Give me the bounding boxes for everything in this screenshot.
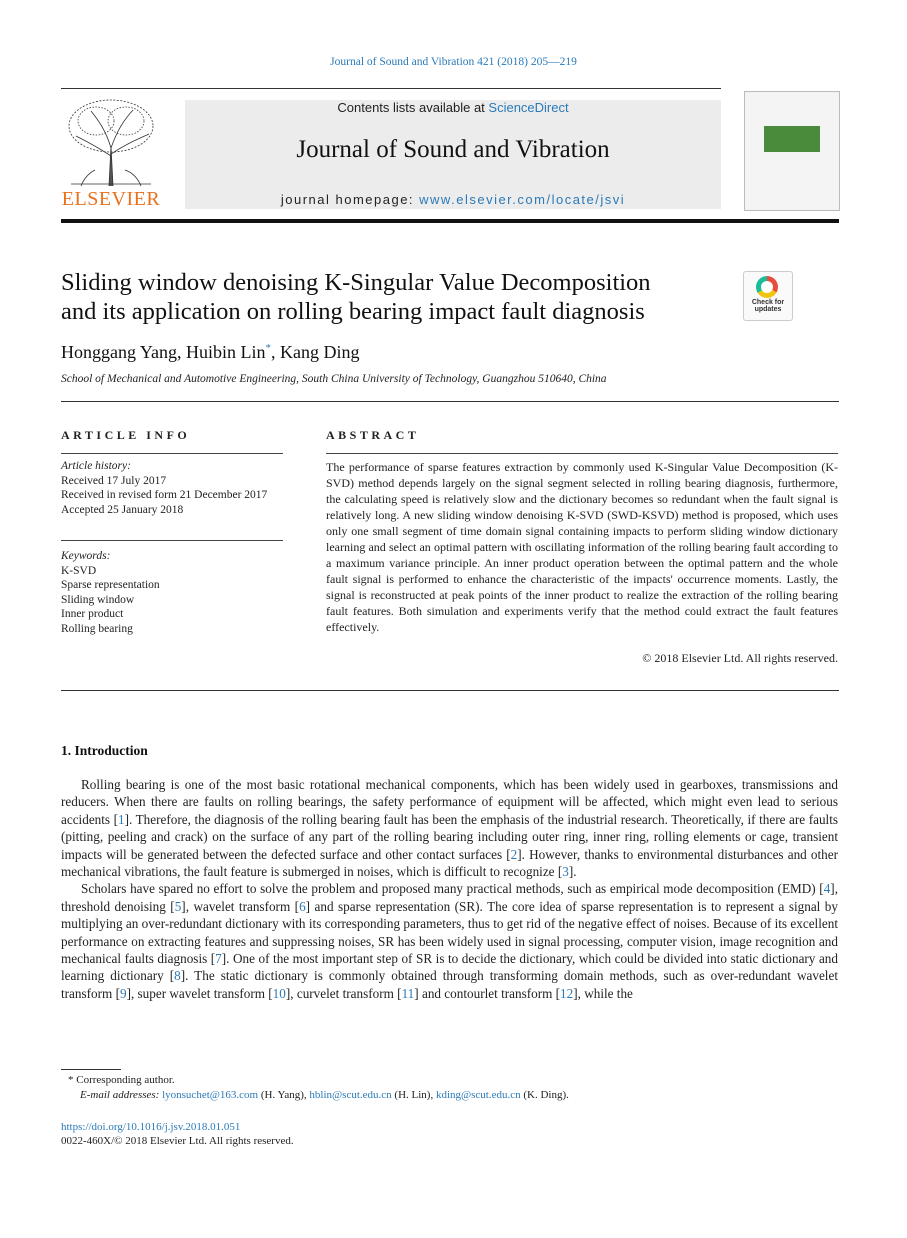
reference-link[interactable]: 1 bbox=[118, 811, 125, 827]
email-link[interactable]: hblin@scut.edu.cn bbox=[309, 1089, 392, 1101]
author-ding[interactable]: , Kang Ding bbox=[271, 342, 360, 362]
abstract-end-rule bbox=[61, 690, 839, 691]
title-rule bbox=[61, 401, 839, 402]
abstract-heading: ABSTRACT bbox=[326, 428, 420, 442]
paragraph: Scholars have spared no effort to solve the problem and proposed many practical methods, such as empirical mode decomposition (EMD) [4], threshold denoising [5], wavelet transform [6] and sparse representation (SR). The core idea of sparse representation is to represent a signal by multiplying an over-redundant dictionary with its corresponding parameters, thus to get rid of the negative effect of noises. Because of its excellent performance on extracting features and suppressing noises, SR has been widely used in signal processing, computer vision, image recognition and mechanical faults diagnosis [7]. One of the most important step of SR is to decide the dictionary, which could be divided into static dictionary and learning dictionary [8]. The static dictionary is commonly obtained through transforming domain methods, such as over-redundant wavelet transform [9], super wavelet transform [10], curvelet transform [11] and contourlet transform [12], while the bbox=[61, 881, 838, 1001]
author-list bbox=[61, 342, 360, 363]
reference-link[interactable]: 5 bbox=[174, 898, 182, 914]
keyword: Rolling bearing bbox=[61, 622, 133, 635]
reference-link[interactable]: 8 bbox=[174, 968, 181, 984]
introduction-body bbox=[61, 776, 838, 1002]
reference-link[interactable]: 3 bbox=[562, 864, 569, 880]
elsevier-logo[interactable] bbox=[61, 96, 161, 211]
author-lin[interactable]: Huibin Lin bbox=[186, 342, 266, 362]
journal-banner bbox=[185, 100, 721, 209]
abstract-text: The performance of sparse features extraction by commonly used K-Singular Value Decomposition (K-SVD) method depends largely on the signal segment selected in rolling bearing diagnosis, furthermore, the calculating speed is relatively slow and the dictionary becomes so redundant when the fault signal is relatively long. A new sliding window denoising K-SVD (SWD-KSVD) method is proposed, which uses only one small segment of time domain signal containing impacts to perform sliding window dictionary learning and select an optimal pattern with oscillating information of the rolling bearing fault according to a maximum variance principle. An inner product operation between the optimal pattern and the whole fault signal is performed to enhance the characteristic of the impacts' occurrence moments. Lastly, the signal is reconstructed at peak points of the inner product to realize the extraction of the rolling bearing fault features. Both simulation and experiments verify that the method could extract the fault features effectively. bbox=[326, 460, 838, 634]
tree-icon bbox=[61, 96, 161, 188]
elsevier-wordmark: ELSEVIER bbox=[61, 188, 161, 210]
reference-link[interactable]: 10 bbox=[272, 985, 286, 1001]
homepage-link[interactable]: www.elsevier.com/locate/jsvi bbox=[419, 192, 626, 207]
reference-link[interactable]: 7 bbox=[215, 951, 222, 967]
footnote-rule bbox=[61, 1069, 121, 1070]
revised-date: Received in revised form 21 December 2017 bbox=[61, 489, 268, 501]
article-title: Sliding window denoising K-Singular Value Decomposition and its application on rolling bearing impact fault diagnosis bbox=[61, 269, 651, 325]
doi-link[interactable]: https://doi.org/10.1016/j.jsv.2018.01.051 bbox=[61, 1121, 241, 1133]
keywords: Keywords: K-SVD Sparse representation Sliding window Inner product Rolling bearing bbox=[61, 550, 160, 635]
section-heading-introduction: 1. Introduction bbox=[61, 743, 148, 758]
reference-link[interactable]: 9 bbox=[119, 985, 127, 1001]
keyword: Sparse representation bbox=[61, 579, 160, 591]
corresponding-author-mark[interactable]: * bbox=[265, 342, 272, 354]
check-for-updates-badge[interactable] bbox=[743, 271, 793, 321]
reference-link[interactable]: 12 bbox=[560, 985, 574, 1001]
reference-link[interactable]: 4 bbox=[823, 881, 831, 897]
crossmark-icon bbox=[756, 276, 778, 298]
email-link[interactable]: kding@scut.edu.cn bbox=[435, 1089, 521, 1101]
keyword: Sliding window bbox=[61, 593, 135, 606]
abstract-copyright: © 2018 Elsevier Ltd. All rights reserved. bbox=[642, 651, 838, 665]
badge-label: Check for updates bbox=[751, 299, 785, 313]
author-yang[interactable]: Honggang Yang, bbox=[61, 342, 187, 362]
paragraph: Rolling bearing is one of the most basic rotational mechanical components, which has been widely used in gearboxes, transmissions and reducers. When there are faults on rolling bearings, the safety performance of equipment will be affected, which might even lead to serious accidents [1]. Therefore, the diagnosis of the rolling bearing fault has been the emphasis of the industrial research. Theoretically, if there are faults (pitting, peeling and crack) on the surface of any part of the rolling bearing including outer ring, inner ring, rolling elements or cage, transient impacts will be generated between the defected surface and other contact surfaces [2]. However, thanks to environmental disturbances and other mechanical vibrations, the fault feature is submerged in noises, which is difficult to recognize [3]. bbox=[61, 777, 839, 880]
reference-link[interactable]: 2 bbox=[510, 846, 518, 862]
article-info-heading: ARTICLE INFO bbox=[61, 428, 191, 442]
cover-title-block bbox=[764, 126, 820, 152]
accepted-date: Accepted 25 January 2018 bbox=[61, 503, 184, 516]
issn-copyright: 0022-460X/© 2018 Elsevier Ltd. All rights reserved. bbox=[61, 1135, 294, 1147]
keyword: Inner product bbox=[61, 608, 124, 620]
keywords-rule bbox=[61, 540, 283, 541]
journal-cover-thumbnail[interactable] bbox=[744, 91, 840, 211]
journal-citation[interactable]: Journal of Sound and Vibration 421 (2018) 205—219 bbox=[330, 56, 577, 68]
article-info-rule bbox=[61, 453, 283, 454]
contents-line: Contents lists available at ScienceDirect bbox=[337, 100, 569, 115]
article-history: Article history: Received 17 July 2017 Received in revised form 21 December 2017 Accepted 25 January 2018 bbox=[61, 460, 268, 516]
abstract-rule bbox=[326, 453, 838, 454]
header-rule bbox=[61, 88, 721, 89]
keyword: K-SVD bbox=[61, 564, 97, 577]
journal-title: Journal of Sound and Vibration bbox=[296, 136, 610, 163]
received-date: Received 17 July 2017 bbox=[61, 474, 167, 487]
homepage-line: journal homepage: www.elsevier.com/locate/jsvi bbox=[280, 192, 626, 207]
sciencedirect-link[interactable]: ScienceDirect bbox=[488, 100, 569, 115]
header-thick-rule bbox=[61, 219, 839, 223]
reference-link[interactable]: 6 bbox=[299, 898, 306, 914]
affiliation: School of Mechanical and Automotive Engineering, South China University of Technology, Guangzhou 510640, China bbox=[61, 373, 607, 385]
corresponding-author-note: * Corresponding author. bbox=[68, 1074, 175, 1086]
email-addresses: E-mail addresses: lyonsuchet@163.com (H. Yang), hblin@scut.edu.cn (H. Lin), kding@scut.edu.cn (K. Ding). bbox=[80, 1089, 569, 1101]
email-link[interactable]: lyonsuchet@163.com bbox=[162, 1089, 259, 1101]
reference-link[interactable]: 11 bbox=[401, 985, 415, 1001]
